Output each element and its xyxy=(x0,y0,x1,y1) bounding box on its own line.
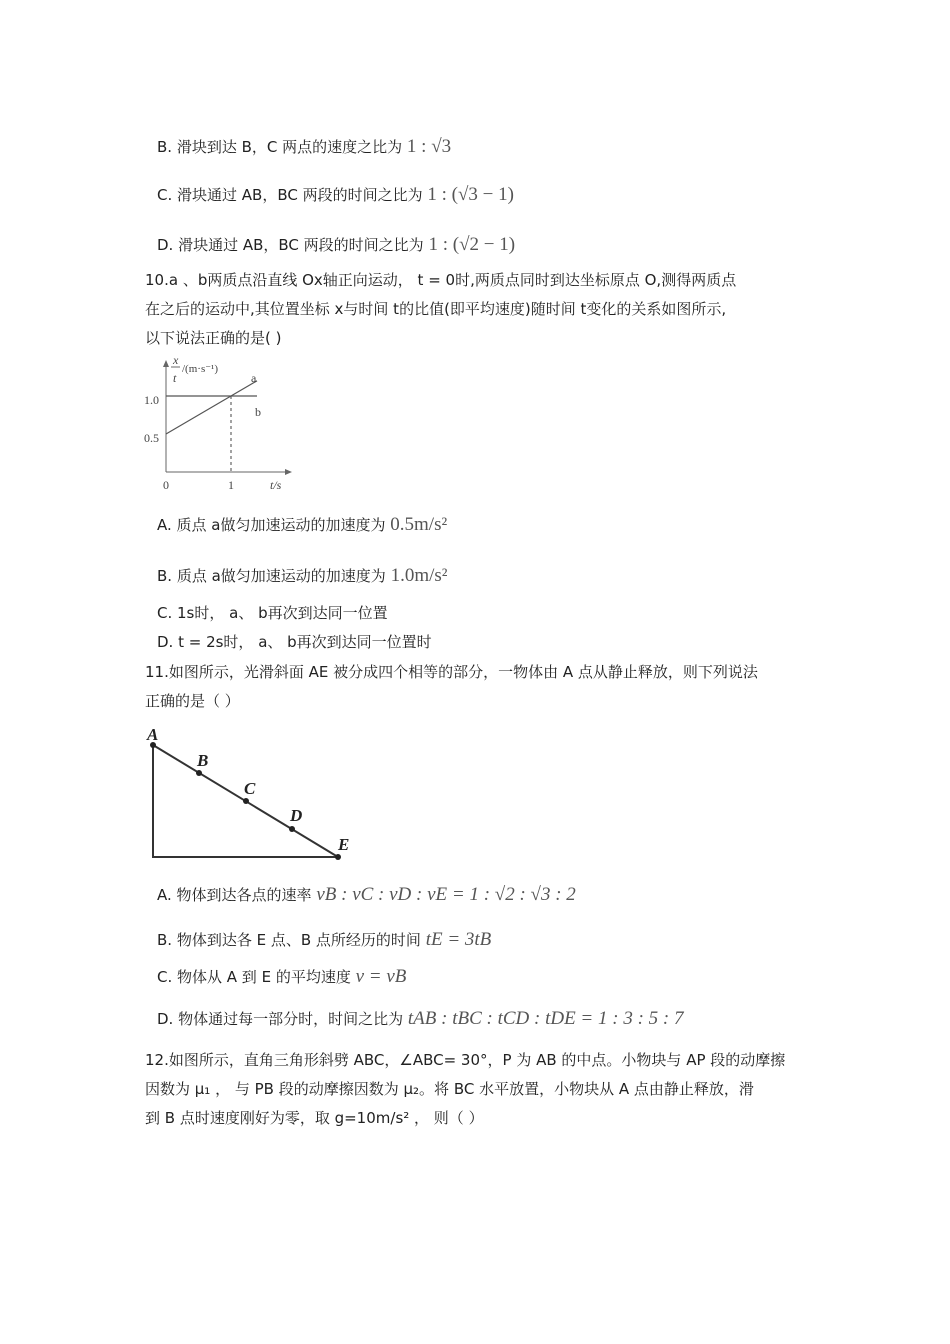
x-axis-label: t/s xyxy=(270,478,282,492)
point-c-label: C xyxy=(244,779,256,798)
q11-option-d-text: D. 物体通过每一部分时，时间之比为 xyxy=(157,1010,404,1028)
q10-stem-line3: 以下说法正确的是( ) xyxy=(145,329,282,347)
q9-option-c-math: 1 : (√3 − 1) xyxy=(427,184,514,205)
q11-stem-line2: 正确的是（ ） xyxy=(145,692,240,710)
point-e-dot xyxy=(335,854,341,860)
q11-incline-diagram xyxy=(140,720,370,865)
point-a-label: A xyxy=(147,725,159,744)
q9-option-d-text: D. 滑块通过 AB，BC 两段的时间之比为 xyxy=(157,236,424,254)
point-b-dot xyxy=(196,770,202,776)
q9-option-d-math: 1 : (√2 − 1) xyxy=(428,234,516,255)
y-axis-unit: /(m·s⁻¹) xyxy=(182,363,218,375)
q10-option-b-math: 1.0m/s² xyxy=(390,565,448,586)
q11-option-b xyxy=(157,929,491,951)
q9-option-d xyxy=(157,234,515,256)
q11-option-c-text: C. 物体从 A 到 E 的平均速度 xyxy=(157,968,351,986)
q11-option-a-text: A. 物体到达各点的速率 xyxy=(157,886,312,904)
q11-option-a-math: vB : vC : vD : vE = 1 : √2 : √3 : 2 xyxy=(316,884,576,905)
q10-option-a-text: A. 质点 a做匀加速运动的加速度为 xyxy=(157,516,386,534)
q12-stem-line3: 到 B 点时速度刚好为零，取 g=10m/s² ， 则（ ） xyxy=(145,1109,484,1127)
q11-stem xyxy=(145,658,815,716)
q10-option-a-math: 0.5m/s² xyxy=(390,514,448,535)
q11-option-d-math: tAB : tBC : tCD : tDE = 1 : 3 : 5 : 7 xyxy=(407,1008,684,1029)
q11-option-b-math: tE = 3tB xyxy=(425,929,492,950)
x-tick-0: 0 xyxy=(163,478,169,492)
q10-option-a xyxy=(157,514,447,536)
q9-option-c-text: C. 滑块通过 AB，BC 两段的时间之比为 xyxy=(157,186,423,204)
q11-stem-line1: 11.如图所示，光滑斜面 AE 被分成四个相等的部分，一物体由 A 点从静止释放，则下列说法 xyxy=(145,663,758,681)
point-d-dot xyxy=(289,826,295,832)
q12-stem-line1: 12.如图所示，直角三角形斜劈 ABC，∠ABC= 30°，P 为 AB 的中点。小物块与 AP 段的动摩擦 xyxy=(145,1051,786,1069)
q10-option-c: C. 1s时， a、 b再次到达同一位置 xyxy=(157,604,388,622)
q11-option-b-text: B. 物体到达各 E 点、B 点所经历的时间 xyxy=(157,931,421,949)
q11-option-c xyxy=(157,966,406,988)
point-b-label: B xyxy=(197,751,209,770)
q10-option-d: D. t = 2s时， a、 b再次到达同一位置时 xyxy=(157,633,432,651)
series-b-label: b xyxy=(255,405,261,419)
y-axis-label-t: t xyxy=(173,371,177,385)
q10-stem-line2: 在之后的运动中,其位置坐标 x与时间 t的比值(即平均速度)随时间 t变化的关系如图所示, xyxy=(145,300,727,318)
point-e-label: E xyxy=(338,835,350,854)
q9-option-b-text: B. 滑块到达 B，C 两点的速度之比为 xyxy=(157,138,403,156)
series-a-label: a xyxy=(251,371,257,385)
q12-stem-line2: 因数为 μ₁ ， 与 PB 段的动摩擦因数为 μ₂。将 BC 水平放置，小物块从 A 点由静止释放，滑 xyxy=(145,1080,754,1098)
q10-option-b xyxy=(157,565,447,587)
q10-stem-line1: 10.a 、b两质点沿直线 Ox轴正向运动， t = 0时,两质点同时到达坐标原点 O,测得两质点 xyxy=(145,271,737,289)
y-tick-1.0: 1.0 xyxy=(144,393,159,407)
y-tick-0.5: 0.5 xyxy=(144,431,159,445)
q10-velocity-time-graph xyxy=(140,352,300,500)
y-axis-label-x: x xyxy=(173,353,179,367)
q10-option-b-text: B. 质点 a做匀加速运动的加速度为 xyxy=(157,567,386,585)
q10-stem xyxy=(145,266,815,353)
q9-option-b xyxy=(157,136,451,158)
q9-option-c xyxy=(157,184,514,206)
point-c-dot xyxy=(243,798,249,804)
series-a-line xyxy=(166,381,257,434)
point-d-label: D xyxy=(290,806,303,825)
q11-option-a xyxy=(157,884,576,906)
q11-option-d xyxy=(157,1008,684,1030)
x-tick-1: 1 xyxy=(228,478,234,492)
q12-stem xyxy=(145,1046,815,1133)
q11-option-c-math: v = vB xyxy=(355,966,407,987)
q9-option-b-math: 1 : √3 xyxy=(406,136,452,157)
